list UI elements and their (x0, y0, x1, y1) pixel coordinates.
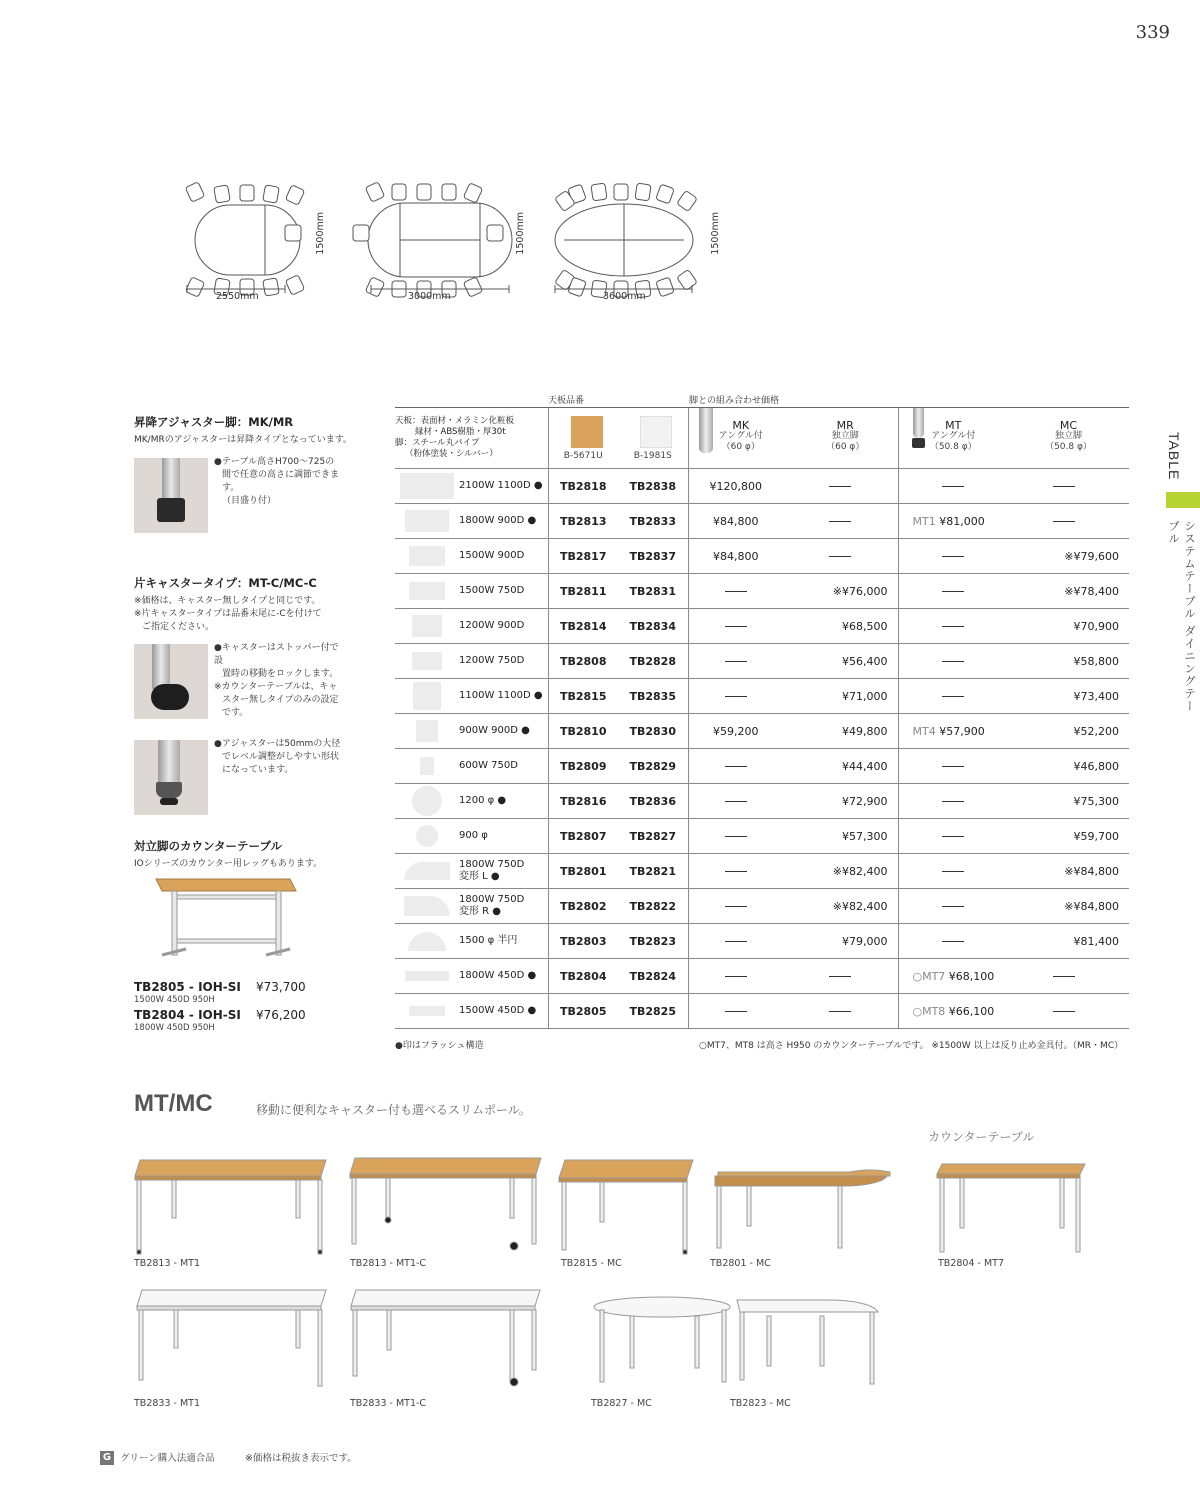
price-mk (688, 679, 793, 714)
leveler-note: ●アジャスターは50mmの大径 でレベル調整がしやすい形状 になっています。 (214, 739, 341, 775)
size-label: 1500W 750D (459, 585, 525, 596)
code-wood: TB2801 (548, 854, 618, 889)
price-mk (688, 609, 793, 644)
code-white: TB2837 (618, 539, 688, 574)
finish-swatch-wood (571, 416, 603, 448)
side-tab-title: TABLE (1166, 432, 1182, 481)
size-cell (395, 924, 548, 959)
dash-mark (829, 521, 851, 522)
mt-price: ¥66,100 (945, 1004, 995, 1018)
dash-mark (725, 836, 747, 837)
caster-note: ●キャスターはストッパー付で設 置時の移動をロックします。 ※カウンターテーブルは、キャ スター無しタイプのみの設定 です。 (214, 643, 339, 718)
table-row (395, 644, 1129, 679)
dash-mark (942, 486, 964, 487)
price-mc: ¥73,400 (1008, 679, 1129, 714)
top-shape-icon (413, 682, 441, 710)
mt-price: ¥57,900 (935, 724, 985, 738)
code-white: TB2823 (618, 924, 688, 959)
top-shape-icon (416, 720, 438, 742)
product-caption-6: TB2833 - MT1 (134, 1398, 201, 1409)
price-mk (688, 819, 793, 854)
dash-mark (1053, 1011, 1075, 1012)
code-white: TB2830 (618, 714, 688, 749)
dash-mark (942, 906, 964, 907)
code-white: TB2829 (618, 749, 688, 784)
finish-code-2: B-1981S (633, 451, 672, 461)
finish-code-1: B-5671U (563, 451, 603, 461)
price-mr (793, 504, 898, 539)
dash-mark (942, 836, 964, 837)
table-note-left: ●印はフラッシュ構造 (395, 1041, 484, 1051)
product-caption-5: TB2804 - MT7 (938, 1258, 1005, 1269)
price-table (395, 407, 1129, 1029)
price-mk (688, 749, 793, 784)
price-mt (898, 854, 1008, 889)
adjuster-photo (134, 458, 208, 533)
table-row (395, 889, 1129, 924)
code-white: TB2821 (618, 854, 688, 889)
top-shape-icon (405, 510, 449, 532)
price-mr: ¥49,800 (793, 714, 898, 749)
dash-mark (725, 941, 747, 942)
table-row (395, 609, 1129, 644)
price-mc (1008, 504, 1129, 539)
dash-mark (942, 871, 964, 872)
price-mk: ¥120,800 (688, 469, 793, 504)
price-mr: ¥44,400 (793, 749, 898, 784)
size-label: 2100W 1100D ● (459, 480, 543, 491)
section-title: MT/MC (134, 1090, 213, 1117)
adjuster-desc: MK/MRのアジャスターは昇降タイプとなっています。 (134, 435, 353, 445)
product-caption-8: TB2827 - MC (591, 1398, 652, 1409)
finish-swatch-white (640, 416, 672, 448)
price-mr (793, 469, 898, 504)
size-cell (395, 504, 548, 539)
product-caption-4: TB2801 - MC (710, 1258, 771, 1269)
top-shape-icon (408, 932, 446, 951)
counter-label: カウンターテーブル (928, 1130, 1035, 1144)
code-white: TB2827 (618, 819, 688, 854)
price-mt (898, 924, 1008, 959)
adjuster-note: ●テーブル高さH700～725の 間で任意の高さに調節できます。 （目盛り付） (214, 457, 340, 506)
size-cell (395, 679, 548, 714)
price-mk (688, 924, 793, 959)
top-shape-icon (420, 757, 434, 775)
mt-price: ¥68,100 (945, 969, 995, 983)
price-mt (898, 784, 1008, 819)
product-caption-9: TB2823 - MC (730, 1398, 791, 1409)
page-number: 339 (1135, 22, 1170, 43)
dash-mark (942, 591, 964, 592)
price-mr: ¥71,000 (793, 679, 898, 714)
size-label: 1100W 1100D ● (459, 690, 543, 701)
code-wood: TB2802 (548, 889, 618, 924)
price-mr (793, 959, 898, 994)
code-wood: TB2814 (548, 609, 618, 644)
code-wood: TB2810 (548, 714, 618, 749)
layout-1-depth: 1500mm (315, 212, 326, 255)
table-row (395, 749, 1129, 784)
mt-model: MT4 (912, 724, 936, 738)
table-row (395, 959, 1129, 994)
layout-table-1 (195, 205, 300, 275)
group-leg-label: 脚との組み合わせ価格 (689, 396, 780, 406)
code-wood: TB2805 (548, 994, 618, 1029)
price-mt (898, 819, 1008, 854)
top-shape-icon (409, 1006, 445, 1016)
caster-title: 片キャスタータイプ：MT-C/MC-C (134, 576, 317, 590)
top-shape-icon (412, 615, 442, 637)
dash-mark (725, 976, 747, 977)
price-mk: ¥84,800 (688, 504, 793, 539)
price-mc: ¥52,200 (1008, 714, 1129, 749)
price-mr: ※¥76,000 (793, 574, 898, 609)
table-row (395, 714, 1129, 749)
product-caption-1: TB2813 - MT1 (134, 1258, 201, 1269)
price-mc: ¥75,300 (1008, 784, 1129, 819)
price-mk: ¥59,200 (688, 714, 793, 749)
dash-mark (725, 906, 747, 907)
code-white: TB2836 (618, 784, 688, 819)
dash-mark (942, 626, 964, 627)
size-label: 1200W 750D (459, 655, 525, 666)
counter-title: 対立脚のカウンターテーブル (134, 839, 283, 853)
dash-mark (725, 801, 747, 802)
size-cell (395, 714, 548, 749)
size-label: 1200 φ ● (459, 795, 507, 806)
dash-mark (1053, 486, 1075, 487)
dash-mark (942, 556, 964, 557)
price-mr: ¥56,400 (793, 644, 898, 679)
code-white: TB2838 (618, 469, 688, 504)
leveler-photo (134, 740, 208, 815)
price-mt (898, 889, 1008, 924)
top-shape-icon (416, 825, 438, 847)
top-shape-icon (400, 473, 454, 499)
top-shape-icon (405, 971, 449, 981)
price-mt (898, 644, 1008, 679)
dash-mark (829, 976, 851, 977)
dash-mark (725, 591, 747, 592)
price-mc: ¥81,400 (1008, 924, 1129, 959)
dash-mark (1053, 976, 1075, 977)
dash-mark (725, 1011, 747, 1012)
dash-mark (725, 871, 747, 872)
table-row (395, 994, 1129, 1029)
top-shape-icon (409, 546, 445, 566)
size-label-2: 変形 L ● (459, 871, 500, 882)
dash-mark (725, 661, 747, 662)
price-mc: ¥70,900 (1008, 609, 1129, 644)
dash-mark (942, 941, 964, 942)
price-mk (688, 574, 793, 609)
price-mr: ※¥82,400 (793, 854, 898, 889)
section-subtitle: 移動に便利なキャスター付も選べるスリムポール。 (256, 1103, 531, 1117)
caster-section: 片キャスタータイプ：MT-C/MC-C ※価格は、キャスター無しタイプと同じです。 ※片キャスタータイプは品番末尾に-Cを付けて ご指定ください。 (134, 575, 384, 634)
footer-green-note: グリーン購入法適合品 (120, 1453, 215, 1464)
side-tab-category: システムテーブル ダイニングテーブル (1167, 520, 1197, 713)
code-white: TB2835 (618, 679, 688, 714)
code-wood: TB2809 (548, 749, 618, 784)
size-cell (395, 889, 548, 924)
price-mc: ¥59,700 (1008, 819, 1129, 854)
adjuster-title: 昇降アジャスター脚：MK/MR (134, 415, 294, 429)
layout-diagrams (170, 175, 740, 305)
price-mk (688, 784, 793, 819)
table-note-right: ○MT7、MT8 は高さ H950 のカウンターテーブルです。 ※1500W 以上は反り止め金具付。（MR・MC） (699, 1041, 1124, 1051)
price-mt (898, 574, 1008, 609)
size-label: 1800W 750D (459, 894, 525, 905)
mt-model: ○MT7 (912, 969, 946, 983)
caster-photo (134, 644, 208, 719)
price-mk (688, 644, 793, 679)
price-mt (898, 749, 1008, 784)
dash-mark (942, 766, 964, 767)
counter-product-2: TB2804 - IOH-SI ¥76,200 1800W 450D 950H (134, 1008, 306, 1033)
dash-mark (1053, 521, 1075, 522)
code-white: TB2833 (618, 504, 688, 539)
size-label-2: 変形 R ● (459, 906, 502, 917)
table-row (395, 819, 1129, 854)
size-label: 1800W 750D (459, 859, 525, 870)
top-shape-icon (412, 652, 442, 670)
size-label: 1500W 900D (459, 550, 525, 561)
price-mr (793, 994, 898, 1029)
price-mk (688, 889, 793, 924)
code-wood: TB2808 (548, 644, 618, 679)
product-caption-7: TB2833 - MT1-C (350, 1398, 427, 1409)
table-row (395, 574, 1129, 609)
price-mr (793, 539, 898, 574)
layout-3-depth: 1500mm (710, 212, 721, 255)
footer-tax-note: ※価格は税抜き表示です。 (245, 1453, 357, 1464)
code-white: TB2831 (618, 574, 688, 609)
side-tab (1164, 430, 1200, 720)
price-mk (688, 959, 793, 994)
dash-mark (942, 661, 964, 662)
layout-3-width: 3600mm (603, 291, 646, 302)
price-mk (688, 994, 793, 1029)
top-shape-icon (409, 582, 445, 600)
price-mc (1008, 959, 1129, 994)
size-label: 900W 900D ● (459, 725, 530, 736)
leg-header-mt: MT アングル付 （50.8 φ） (898, 408, 1008, 469)
size-cell (395, 539, 548, 574)
adjuster-section (134, 414, 384, 447)
price-mt (898, 959, 1008, 994)
price-mt (898, 994, 1008, 1029)
code-white: TB2825 (618, 994, 688, 1029)
counter-product-1: TB2805 - IOH-SI ¥73,700 1500W 450D 950H (134, 980, 306, 1005)
price-mc: ¥58,800 (1008, 644, 1129, 679)
price-mk: ¥84,800 (688, 539, 793, 574)
size-label: 1800W 900D ● (459, 515, 537, 526)
table-row (395, 784, 1129, 819)
price-mt (898, 679, 1008, 714)
size-label: 1500 φ 半円 (459, 935, 518, 946)
code-white: TB2822 (618, 889, 688, 924)
table-row (395, 504, 1129, 539)
mt-model: ○MT8 (912, 1004, 946, 1018)
code-wood: TB2816 (548, 784, 618, 819)
mt-price: ¥81,000 (935, 514, 985, 528)
table-row (395, 469, 1129, 504)
size-label: 1500W 450D ● (459, 1005, 537, 1016)
size-cell (395, 644, 548, 679)
code-wood: TB2818 (548, 469, 618, 504)
size-label: 900 φ (459, 830, 488, 841)
price-mc: ※¥79,600 (1008, 539, 1129, 574)
size-label: 1200W 900D (459, 620, 525, 631)
size-cell (395, 609, 548, 644)
green-purchase-icon: G (100, 1451, 114, 1465)
price-mk (688, 854, 793, 889)
price-mc: ※¥84,800 (1008, 854, 1129, 889)
size-label: 600W 750D (459, 760, 518, 771)
size-cell (395, 574, 548, 609)
leg-header-mc: MC 独立脚 （50.8 φ） (1008, 408, 1129, 469)
top-shape-icon (404, 862, 450, 880)
price-mr: ¥72,900 (793, 784, 898, 819)
code-white: TB2824 (618, 959, 688, 994)
price-mt (898, 714, 1008, 749)
code-wood: TB2817 (548, 539, 618, 574)
leg-header-mk: MK アングル付 （60 φ） (688, 408, 793, 469)
group-top-label: 天板品番 (548, 396, 585, 406)
price-mc (1008, 994, 1129, 1029)
product-caption-2: TB2813 - MT1-C (350, 1258, 427, 1269)
top-shape-icon (412, 786, 442, 816)
size-cell (395, 749, 548, 784)
counter-section: 対立脚のカウンターテーブル IOシリーズのカウンター用レッグもあります。 (134, 838, 384, 871)
dash-mark (829, 556, 851, 557)
price-mr: ¥57,300 (793, 819, 898, 854)
leg-header-mr: MR 独立脚 （60 φ） (793, 408, 898, 469)
layout-2-depth: 1500mm (515, 212, 526, 255)
layout-1-width: 2550mm (216, 291, 259, 302)
dash-mark (725, 766, 747, 767)
price-mr: ※¥82,400 (793, 889, 898, 924)
code-wood: TB2815 (548, 679, 618, 714)
price-mc: ※¥78,400 (1008, 574, 1129, 609)
dash-mark (942, 801, 964, 802)
code-wood: TB2811 (548, 574, 618, 609)
layout-2-width: 3000mm (408, 291, 451, 302)
product-caption-3: TB2815 - MC (561, 1258, 622, 1269)
price-mc: ¥46,800 (1008, 749, 1129, 784)
price-mt (898, 469, 1008, 504)
size-cell (395, 854, 548, 889)
price-mr: ¥68,500 (793, 609, 898, 644)
side-tab-marker (1166, 492, 1200, 508)
product-images (130, 1150, 1100, 1405)
code-wood: TB2804 (548, 959, 618, 994)
price-mc (1008, 469, 1129, 504)
code-wood: TB2807 (548, 819, 618, 854)
counter-table-image (150, 875, 300, 967)
code-wood: TB2813 (548, 504, 618, 539)
price-mr: ¥79,000 (793, 924, 898, 959)
price-mc: ※¥84,800 (1008, 889, 1129, 924)
dash-mark (829, 486, 851, 487)
dash-mark (829, 1011, 851, 1012)
mt-model: MT1 (912, 514, 936, 528)
size-cell (395, 784, 548, 819)
size-label: 1800W 450D ● (459, 970, 537, 981)
code-white: TB2828 (618, 644, 688, 679)
code-wood: TB2803 (548, 924, 618, 959)
price-mt (898, 504, 1008, 539)
size-cell (395, 469, 548, 504)
table-row (395, 854, 1129, 889)
top-shape-icon (404, 896, 450, 916)
table-row (395, 679, 1129, 714)
dash-mark (725, 696, 747, 697)
size-cell (395, 994, 548, 1029)
dash-mark (725, 626, 747, 627)
size-cell (395, 819, 548, 854)
price-mt (898, 609, 1008, 644)
code-white: TB2834 (618, 609, 688, 644)
price-table-header: 天板：表面材・メラミン化粧板 縁材・ABS樹脂・厚30t 脚：スチール丸パイプ （粉体塗装・シルバー） B-5671U B-1981S MK アングル付 （60 φ） MR 独立脚 （60 φ） MT アングル付 （50.8 φ） MC 独立脚 （50.8 φ） (395, 408, 1129, 469)
table-row (395, 539, 1129, 574)
dash-mark (942, 696, 964, 697)
size-cell (395, 959, 548, 994)
price-mt (898, 539, 1008, 574)
table-row (395, 924, 1129, 959)
